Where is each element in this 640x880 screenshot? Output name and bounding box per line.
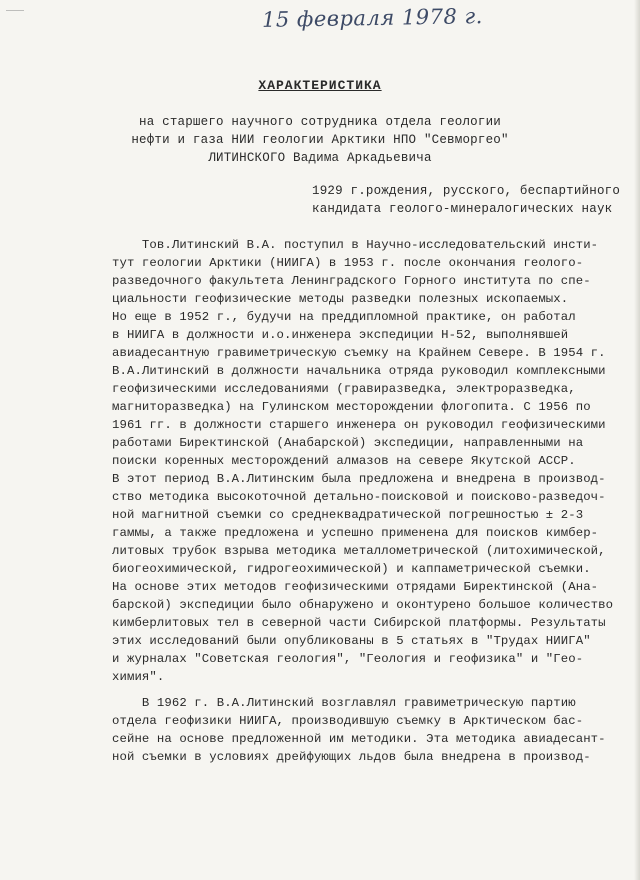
body-line: авиадесантную гравиметрическую съемку на Крайнем Севере. В 1954 г. [112,346,606,360]
body-line: тут геологии Арктики (НИИГА) в 1953 г. после окончания геолого- [112,256,584,270]
body-line: В 1962 г. В.А.Литинский возглавлял гравиметрическую партию [112,696,576,710]
body-line: На основе этих методов геофизическими отрядами Биректинской (Ана- [112,580,599,594]
meta-line: кандидата геолого-минералогических наук [312,202,613,216]
body-line: 1961 гг. в должности старшего инженера он руководил геофизическими [112,418,606,432]
body-line: разведочного факультета Ленинградского Горного института по спе- [112,274,591,288]
body-line: В этот период В.А.Литинским была предложена и внедрена в производ- [112,472,606,486]
body-line: кимберлитовых тел в северной части Сибирской платформы. Результаты [112,616,606,630]
body-line: ной магнитной съемки со среднеквадратической погрешностью ± 2-3 [112,508,584,522]
body-line: магниторазведка) на Гулинском месторождении флогопита. С 1956 по [112,400,591,414]
handwritten-date: 15 февраля 1978 г. [261,4,484,32]
corner-mark [6,10,24,17]
body-line: отдела геофизики НИИГА, производившую съемку в Арктическом бас- [112,714,584,728]
body-line: химия". [112,670,165,684]
header-line: ЛИТИНСКОГО Вадима Аркадьевича [208,151,432,165]
body-line: геофизическими исследованиями (гравиразведка, электроразведка, [112,382,576,396]
body-line: В.А.Литинский в должности начальника отряда руководил комплексными [112,364,606,378]
body-line: ной съемки в условиях дрейфующих льдов была внедрена в производ- [112,750,591,764]
body-line: сейне на основе предложенной им методики. Эта методика авиадесант- [112,732,606,746]
body-line: литовых трубок взрыва методика металлометрической (литохимической, [112,544,606,558]
body-line: ство методика высокоточной детально-поисковой и поисково-разведоч- [112,490,606,504]
header-line: на старшего научного сотрудника отдела геологии [139,115,501,129]
header-line: нефти и газа НИИ геологии Арктики НПО "Севморгео" [131,133,509,147]
body-line: биогеохимической, гидрогеохимической) и каппаметрической съемки. [112,562,591,576]
document-title: ХАРАКТЕРИСТИКА [258,78,382,93]
page-edge-shadow [634,0,640,880]
body-line: поиски коренных месторождений алмазов на севере Якутской АССР. [112,454,576,468]
body-line: и журналах "Советская геология", "Геология и геофизика" и "Гео- [112,652,584,666]
body-line: Тов.Литинский В.А. поступил в Научно-исследовательский инсти- [112,238,599,252]
body-line: циальности геофизические методы разведки полезных ископаемых. [112,292,569,306]
body-line: гаммы, а также предложена и успешно применена для поисков кимбер- [112,526,599,540]
body-line: в НИИГА в должности и.о.инженера экспедиции Н-52, выполнявшей [112,328,569,342]
body-line: работами Биректинской (Анабарской) экспедиции, направленными на [112,436,584,450]
meta-line: 1929 г.рождения, русского, беспартийного [312,184,621,198]
body-line: этих исследований были опубликованы в 5 статьях в "Трудах НИИГА" [112,634,591,648]
body-line: Но еще в 1952 г., будучи на преддипломной практике, он работал [112,310,576,324]
body-line: барской) экспедиции было обнаружено и оконтурено большое количество [112,598,614,612]
